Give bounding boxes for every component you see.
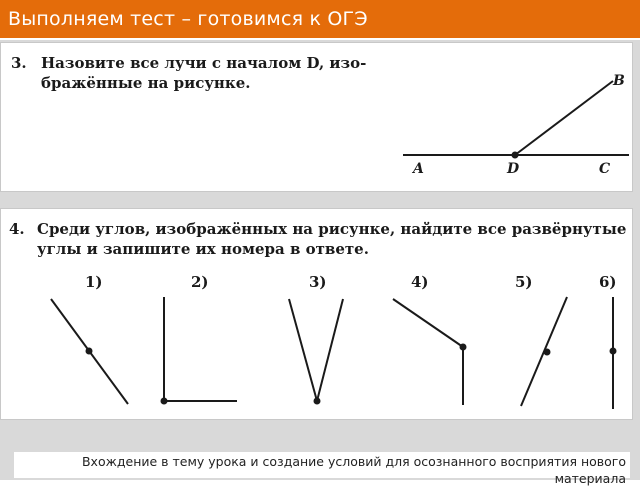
- label-a: A: [413, 161, 424, 177]
- task-4-text: Среди углов, изображённых на рисунке, найдите все развёрнутые углы и запишите их номера в ответе.: [37, 220, 627, 258]
- figure-4-angle: [393, 299, 467, 405]
- figure-5-angle: [521, 297, 567, 406]
- label-b: B: [613, 73, 625, 89]
- figure-2-angle: [161, 297, 238, 405]
- figure-label-1: 1): [85, 273, 103, 291]
- figure-label-3: 3): [309, 273, 327, 291]
- figure-label-5: 5): [515, 273, 533, 291]
- task-3-number: 3.: [11, 54, 27, 72]
- figure-1-angle: [51, 299, 128, 404]
- point-d: [512, 152, 519, 159]
- title-bar: [0, 0, 640, 40]
- ray-db: [515, 81, 613, 155]
- task-3-text: Назовите все лучи с началом D, изо-бражённые на рисунке.: [41, 54, 367, 92]
- figure-label-4: 4): [411, 273, 429, 291]
- task-4-card: [0, 208, 633, 420]
- label-d: D: [507, 161, 520, 177]
- task-3-card: [0, 42, 633, 192]
- label-c: C: [599, 161, 611, 177]
- slide-footer: [14, 452, 630, 486]
- footer-text: Вхождение в тему урока и создание условий для осознанного восприятия нового материала: [81, 454, 626, 486]
- task-4-diagram: [1, 209, 632, 419]
- figure-6-angle: [610, 297, 617, 409]
- task-3-diagram: [1, 43, 632, 191]
- figure-3-angle: [289, 299, 343, 405]
- figure-label-6: 6): [599, 273, 617, 291]
- slide-title: Выполняем тест – готовимся к ОГЭ: [8, 8, 368, 30]
- task-4-number: 4.: [9, 220, 25, 238]
- figure-label-2: 2): [191, 273, 209, 291]
